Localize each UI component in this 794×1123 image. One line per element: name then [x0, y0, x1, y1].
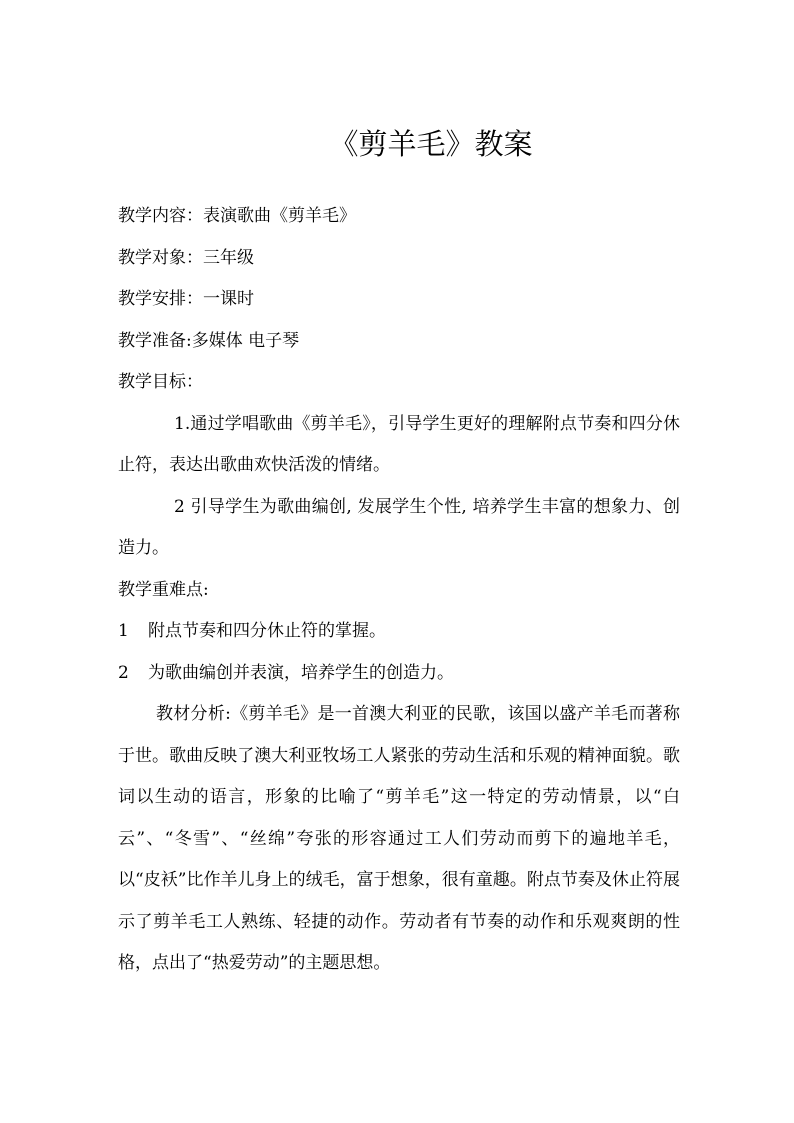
key-point-2	[118, 653, 680, 695]
key-point-text: 为歌曲编创并表演，培养学生的创造力。	[148, 662, 454, 683]
field-content: 教学内容：表演歌曲《剪羊毛》	[118, 206, 356, 226]
document-title: 《剪羊毛》教案	[329, 127, 533, 161]
key-point-text: 附点节奏和四分休止符的掌握。	[148, 621, 386, 641]
goal-2: 2 引导学生为歌曲编创, 发展学生个性, 培养学生丰富的想象力、创造力。	[118, 496, 680, 558]
key-point-number: 2	[118, 662, 129, 683]
document-body	[118, 196, 680, 985]
key-point-1	[118, 611, 680, 653]
goal-1: 1.通过学唱歌曲《剪羊毛》，引导学生更好的理解附点节奏和四分休止符，表达出歌曲欢快活泼的情绪。	[118, 413, 680, 475]
analysis-paragraph: 教材分析:《剪羊毛》是一首澳大利亚的民歌，该国以盛产羊毛而著称于世。歌曲反映了澳大利亚牧场工人紧张的劳动生活和乐观的精神面貌。歌词以生动的语言，形象的比喻了“剪羊毛”这一特定的劳动情景，以“白云”、“冬雪”、“丝绵”夸张的形容通过工人们劳动而剪下的遍地羊毛，以“皮袄”比作羊儿身上的绒毛，富于想象，很有童趣。附点节奏及休止符展示了剪羊毛工人熟练、轻捷的动作。劳动者有节奏的动作和乐观爽朗的性格，点出了“热爱劳动”的主题思想。	[118, 704, 680, 973]
field-schedule: 教学安排：一课时	[118, 289, 254, 309]
field-goals-heading: 教学目标：	[118, 372, 203, 392]
key-points-heading: 教学重难点:	[118, 579, 209, 600]
field-preparation: 教学准备:多媒体 电子琴	[118, 330, 300, 351]
key-point-number: 1	[118, 621, 129, 641]
field-audience: 教学对象：三年级	[118, 247, 254, 268]
